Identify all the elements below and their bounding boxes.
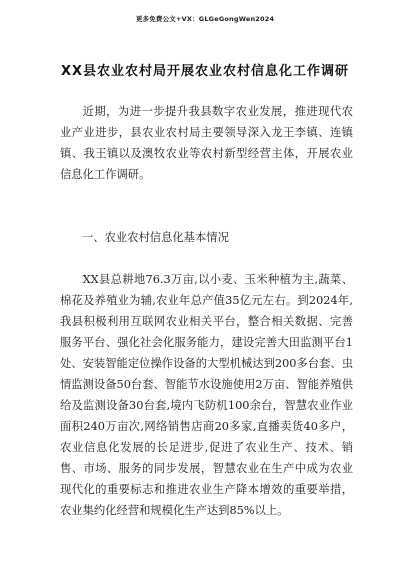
page-header-note: 更多免费公文+VX：GLGeGongWen2024 [135, 15, 275, 23]
document-title: XX县农业农村局开展农业农村信息化工作调研 [60, 64, 350, 79]
section-heading: 一、农业农村信息化基本情况 [82, 231, 229, 244]
section-body-paragraph: XX县总耕地76.3万亩,以小麦、玉米种植为主,蔬菜、棉花及养殖业为辅,农业年总产值35亿元左右。到2024年,我县积极利用互联网农业相关平台，整合相关数据、完善服务平台、强化社会化服务能力，建设完善大田监测平台1处、安装智能定位操作设备的大型机械达到200多台套、虫情监测设备50台套、智能节水设施使用2万亩、智能养殖供给及监测设备30台套,境内飞防机100余台，智慧农业作业面积240万亩次,网络销售店商20多家,直播卖货40多户，农业信息化发展的长足进步,促进了农业生产、技术、销售、市场、服务的同步发展，智慧农业在生产中成为农业现代化的重要标志和推进农业生产降本增效的重要举措，农业集约化经营和规模化生产达到85%以上。 [60, 273, 353, 517]
intro-paragraph: 近期，为进一步提升我县数字农业发展，推进现代农业产业进步，县农业农村局主要领导深入龙王李镇、连镇镇、我王镇以及澳牧农业等农村新型经营主体，开展农业信息化工作调研。 [60, 105, 353, 181]
